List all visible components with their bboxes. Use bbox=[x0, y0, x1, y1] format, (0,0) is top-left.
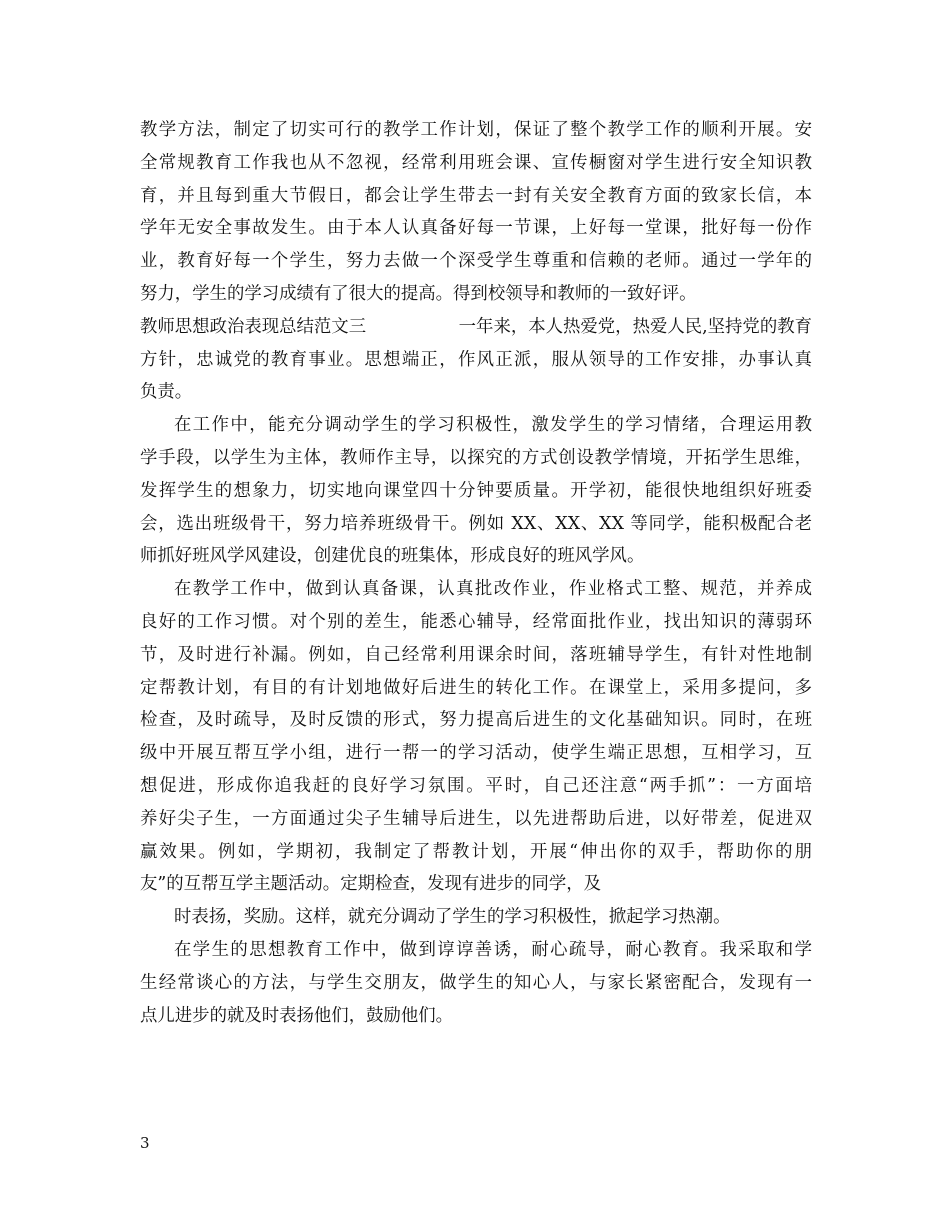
text-line: 教学方法，制定了切实可行的教学工作计划，保证了整个教学工作的顺利开展。安 bbox=[140, 120, 812, 140]
text-line: 生经常谈心的方法，与学生交朋友，做学生的知心人，与家长紧密配合，发现有一 bbox=[140, 972, 812, 993]
text-line: 学手段，以学生为主体，教师作主导，以探究的方式创设教学情境，开拓学生思维， bbox=[140, 447, 812, 468]
text-line: 方针，忠诚党的教育事业。思想端正，作风正派，服从领导的工作安排，办事认真 bbox=[140, 349, 812, 370]
text-line: 定帮教计划，有目的有计划地做好后进生的转化工作。在课堂上，采用多提问，多 bbox=[140, 677, 812, 698]
text-line: 节，及时进行补漏。例如，自己经常利用课余时间，落班辅导学生，有针对性地制 bbox=[140, 644, 812, 665]
section-heading-line bbox=[140, 311, 812, 344]
paragraph-first-line: 在工作中，能充分调动学生的学习积极性，激发学生的学习情绪，合理运用教 bbox=[174, 415, 812, 436]
text-line: 想促进，形成你追我赶的良好学习氛围。平时，自己还注意“两手抓”：一方面培 bbox=[140, 775, 812, 796]
text-line: 努力，学生的学习成绩有了很大的提高。得到校领导和教师的一致好评。 bbox=[140, 283, 697, 304]
text-line: 检查，及时疏导，及时反馈的形式，努力提高后进生的文化基础知识。同时，在班 bbox=[140, 710, 812, 731]
document-body bbox=[140, 114, 812, 1032]
text-line: 育，并且每到重大节假日，都会让学生带去一封有关安全教育方面的致家长信，本 bbox=[140, 185, 812, 206]
text-line: 友”的互帮互学主题活动。定期检查，发现有进步的同学，及 bbox=[140, 874, 602, 895]
text-line: 赢效果。例如，学期初，我制定了帮教计划，开展“伸出你的双手，帮助你的朋 bbox=[140, 841, 812, 862]
text-line: 点儿进步的就及时表扬他们，鼓励他们。 bbox=[140, 1005, 454, 1026]
text-line: 师抓好班风学风建设，创建优良的班集体，形成良好的班风学风。 bbox=[140, 546, 645, 567]
text-line: 学年无安全事故发生。由于本人认真备好每一节课，上好每一堂课，批好每一份作 bbox=[140, 218, 812, 239]
text-line: 级中开展互帮互学小组，进行一帮一的学习活动，使学生端正思想，互相学习，互 bbox=[140, 743, 812, 764]
paragraph-first-line: 在教学工作中，做到认真备课，认真批改作业，作业格式工整、规范，并养成 bbox=[174, 579, 812, 600]
text-line: 养好尖子生，一方面通过尖子生辅导后进生，以先进帮助后进，以好带差，促进双 bbox=[140, 808, 812, 829]
page-number: 3 bbox=[140, 1134, 150, 1152]
section-heading-continuation: 一年来，本人热爱党，热爱人民,坚持党的教育 bbox=[458, 316, 812, 337]
text-line: 发挥学生的想象力，切实地向课堂四十分钟要质量。开学初，能很快地组织好班委 bbox=[140, 480, 812, 501]
section-heading: 教师思想政治表现总结范文三 bbox=[140, 316, 367, 337]
text-line: 负责。 bbox=[140, 382, 193, 403]
paragraph-first-line: 在学生的思想教育工作中，做到谆谆善诱，耐心疏导，耐心教育。我采取和学 bbox=[174, 939, 812, 960]
text-line: 会，选出班级骨干，努力培养班级骨干。例如 XX、XX、XX 等同学，能积极配合老 bbox=[140, 513, 812, 534]
text-line: 全常规教育工作我也从不忽视，经常利用班会课、宣传橱窗对学生进行安全知识教 bbox=[140, 152, 812, 173]
paragraph-first-line: 时表扬，奖励。这样，就充分调动了学生的学习积极性，掀起学习热潮。 bbox=[174, 907, 731, 928]
text-line: 业，教育好每一个学生，努力去做一个深受学生尊重和信赖的老师。通过一学年的 bbox=[140, 251, 812, 272]
text-line: 良好的工作习惯。对个别的差生，能悉心辅导，经常面批作业，找出知识的薄弱环 bbox=[140, 611, 812, 632]
